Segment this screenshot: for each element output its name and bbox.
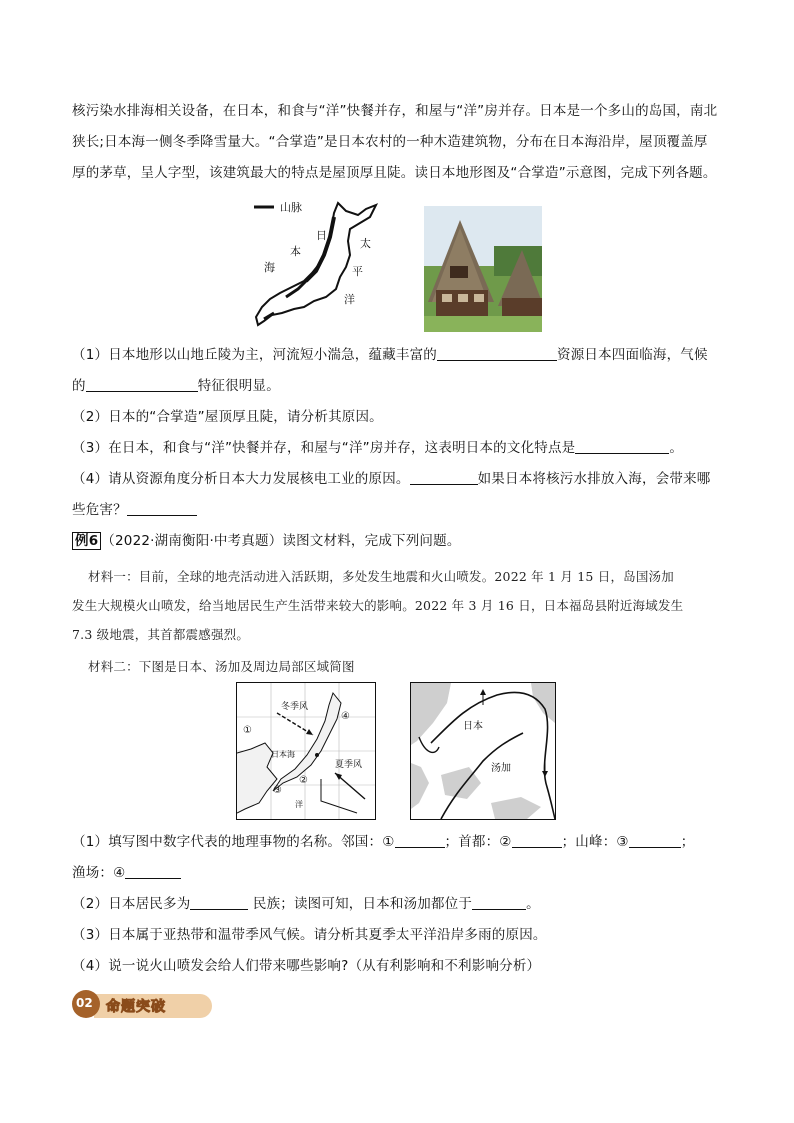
answer-blank[interactable]: [437, 346, 557, 361]
intro-line-3: 厚的茅草，呈人字型，该建筑最大的特点是屋顶厚且陡。读日本地形图及“合掌造”示意图，完成下列各题。: [72, 165, 717, 181]
section-number: 02: [76, 996, 93, 1010]
intro-line-1: 核污染水排海相关设备，在日本，和食与“洋”快餐并存，和屋与“洋”房并存。日本是一个多山的岛国，南北: [72, 103, 718, 119]
part-2: （2）日本居民多为 民族；读图可知，日本和汤加都位于 。: [72, 896, 540, 912]
question-2: （2）日本的“合掌造”屋顶厚且陡，请分析其原因。: [72, 409, 383, 425]
label-hai: 海: [264, 261, 275, 274]
question-4: （4）请从资源角度分析日本大力发展核电工业的原因。 如果日本将核污水排放入海，会带来哪: [72, 471, 711, 487]
answer-blank[interactable]: [395, 833, 445, 848]
answer-blank[interactable]: [512, 833, 562, 848]
japan-monsoon-map: [236, 682, 376, 820]
answer-blank[interactable]: [190, 895, 248, 910]
plate-boundary-map: [410, 682, 556, 820]
label-ben: 本: [290, 245, 301, 258]
intro-line-2: 狭长;日本海一侧冬季降雪量大。“合掌造”是日本农村的一种木造建筑物，分布在日本海沿岸，屋顶覆盖厚: [72, 134, 708, 150]
tonga-label: 汤加: [491, 763, 511, 774]
question-1-cont: 的 特征很明显。: [72, 378, 280, 394]
summer-monsoon-label: 夏季风: [335, 760, 363, 770]
material-1-line-1: 材料一：目前，全球的地壳活动进入活跃期，多处发生地震和火山喷发。2022 年 1 月 15 日，岛国汤加: [88, 569, 674, 584]
part-3: （3）日本属于亚热带和温带季风气候。请分析其夏季太平洋沿岸多雨的原因。: [72, 927, 547, 943]
gassho-zukuri-photo: [424, 206, 542, 332]
answer-blank[interactable]: [629, 833, 681, 848]
label-ri: 日: [316, 229, 327, 242]
map-label-2: ②: [299, 775, 308, 786]
question-1: （1）日本地形以山地丘陵为主，河流短小湍急，蕴藏丰富的 资源日本四面临海，气候: [72, 347, 708, 363]
map-label-4: ④: [341, 711, 350, 722]
section-banner: [72, 990, 214, 1020]
question-3: （3）在日本，和食与“洋”快餐并存，和屋与“洋”房并存，这表明日本的文化特点是 。: [72, 440, 684, 456]
map-label-3: ③: [273, 785, 282, 796]
sea-label: 日本海: [271, 750, 295, 759]
answer-blank[interactable]: [86, 377, 198, 392]
material-2-caption: 材料二：下图是日本、汤加及周边局部区域简图: [88, 659, 355, 674]
answer-blank[interactable]: [472, 895, 526, 910]
material-1-line-3: 7.3 级地震，其首都震感强烈。: [72, 627, 250, 642]
label-yang: 洋: [344, 293, 355, 306]
example-6-heading: 例6 （2022·湖南衡阳·中考真题）读图文材料，完成下列问题。: [72, 526, 732, 557]
answer-blank[interactable]: [127, 501, 197, 516]
answer-blank[interactable]: [575, 439, 669, 454]
map-label-1: ①: [243, 725, 252, 736]
japan-terrain-map: [250, 197, 386, 335]
question-4-cont: 些危害？: [72, 495, 732, 526]
answer-blank[interactable]: [125, 864, 181, 879]
part-1-cont: 渔场：④: [72, 858, 732, 889]
winter-monsoon-label: 冬季风: [281, 702, 309, 712]
legend-mountain-label: 山脉: [280, 201, 302, 214]
ocean-label: 洋: [295, 800, 303, 809]
japan-label: 日本: [463, 721, 483, 732]
example-tag: 例6: [72, 532, 101, 550]
label-tai: 太: [360, 237, 371, 250]
part-1: （1）填写图中数字代表的地理事物的名称。邻国：① ；首都：② ；山峰：③ ；: [72, 834, 695, 850]
section-title: 命题突破: [106, 999, 166, 1015]
answer-blank[interactable]: [410, 470, 478, 485]
material-1-line-2: 发生大规模火山喷发，给当地居民生产生活带来较大的影响。2022 年 3 月 16 日，日本福岛县附近海域发生: [72, 598, 684, 613]
label-ping: 平: [352, 265, 363, 278]
part-4: （4）说一说火山喷发会给人们带来哪些影响?（从有利影响和不利影响分析）: [72, 958, 541, 974]
